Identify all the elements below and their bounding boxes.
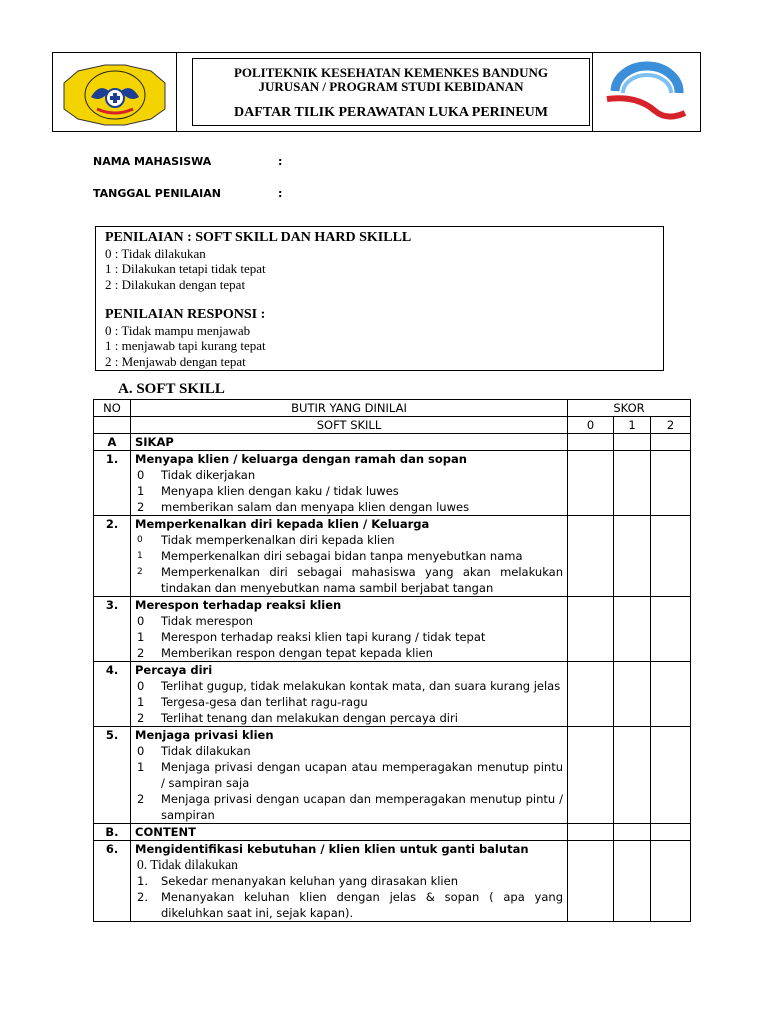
option-score: 2 — [137, 711, 145, 725]
option-score: 0 — [137, 744, 145, 758]
table-row — [94, 597, 691, 662]
skill-scoring-item: 0 : Tidak dilakukan — [105, 245, 206, 261]
score-cell[interactable] — [568, 824, 614, 841]
option-score: 0 — [137, 535, 143, 545]
score-cell[interactable] — [651, 662, 691, 727]
header-no: NO — [94, 400, 131, 417]
option-text: Tergesa-gesa dan terlihat ragu-ragu — [161, 695, 368, 709]
section-b-no: B. — [94, 824, 131, 841]
department-name: JURUSAN / PROGRAM STUDI KEBIDANAN — [258, 79, 524, 94]
table-row — [94, 516, 691, 597]
table-row — [94, 662, 691, 727]
table-row — [94, 841, 691, 922]
score-cell[interactable] — [568, 727, 614, 824]
section-a-label: SIKAP — [131, 434, 568, 451]
document-title: DAFTAR TILIK PERAWATAN LUKA PERINEUM — [234, 105, 548, 120]
option-text: 0. Tidak dilakukan — [137, 857, 238, 872]
table-row — [94, 451, 691, 516]
assessment-date-label: TANGGAL PENILAIAN — [93, 187, 221, 200]
checklist-table — [93, 399, 691, 922]
option-score: 2. — [137, 890, 148, 904]
document-header — [52, 52, 701, 132]
skill-scoring-item: 2 : Dilakukan dengan tepat — [105, 276, 246, 292]
score-cell[interactable] — [651, 516, 691, 597]
item-no: 1. — [94, 451, 131, 516]
item-no: 3. — [94, 597, 131, 662]
section-a-no: A — [94, 434, 131, 451]
option-text: Memperkenalkan diri sebagai bidan tanpa menyebutkan nama — [161, 549, 523, 563]
score-col-0: 0 — [568, 417, 614, 434]
score-cell[interactable] — [651, 727, 691, 824]
item-title: Mengidentifikasi kebutuhan / klien klien untuk ganti balutan — [135, 842, 529, 856]
score-cell[interactable] — [614, 824, 651, 841]
institution-name: POLITEKNIK KESEHATAN KEMENKES BANDUNG — [233, 65, 549, 80]
score-cell[interactable] — [651, 434, 691, 451]
score-cell[interactable] — [568, 597, 614, 662]
option-text: Menjaga privasi dengan ucapan dan memperagakan menutup pintu / sampiran — [161, 792, 563, 822]
score-cell[interactable] — [614, 841, 651, 922]
item-title: Percaya diri — [135, 663, 213, 677]
score-cell[interactable] — [651, 451, 691, 516]
option-text: Tidak memperkenalkan diri kepada klien — [161, 533, 395, 547]
score-cell[interactable] — [614, 451, 651, 516]
score-cell[interactable] — [651, 841, 691, 922]
option-text: Tidak dikerjakan — [161, 468, 256, 482]
score-cell[interactable] — [614, 727, 651, 824]
option-score: 0 — [137, 679, 145, 693]
score-cell[interactable] — [568, 451, 614, 516]
option-score: 0 — [137, 468, 145, 482]
score-col-1: 1 — [614, 417, 651, 434]
option-text: Menanyakan keluhan klien dengan jelas & sopan ( apa yang dikeluhkan saat ini, sejak kapan). — [161, 890, 563, 920]
option-text: Tidak merespon — [161, 614, 253, 628]
student-name-label: NAMA MAHASISWA — [93, 155, 212, 168]
option-score: 2 — [137, 500, 145, 514]
option-score: 0 — [137, 614, 145, 628]
score-cell[interactable] — [568, 434, 614, 451]
score-cell[interactable] — [568, 841, 614, 922]
item-no: 2. — [94, 516, 131, 597]
response-scoring-item: 2 : Menjawab dengan tepat — [105, 353, 246, 369]
student-name-colon: : — [278, 155, 283, 168]
option-score: 1 — [137, 484, 145, 498]
kemenkes-logo — [592, 53, 700, 131]
option-score: 1 — [137, 695, 145, 709]
option-score: 1 — [137, 630, 145, 644]
option-text: Sekedar menanyakan keluhan yang dirasakan klien — [161, 874, 458, 888]
option-score: 2 — [137, 567, 143, 577]
option-text: Tidak dilakukan — [161, 744, 251, 758]
section-a-heading: A. SOFT SKILL — [118, 381, 225, 397]
scoring-legend — [95, 226, 664, 371]
title-box — [192, 58, 590, 126]
item-no: 4. — [94, 662, 131, 727]
score-cell[interactable] — [651, 597, 691, 662]
skill-scoring-item: 1 : Dilakukan tetapi tidak tepat — [105, 261, 266, 276]
option-score: 1 — [137, 760, 145, 774]
option-text: Menyapa klien dengan kaku / tidak luwes — [161, 484, 399, 498]
item-title: Memperkenalkan diri kepada klien / Keluarga — [135, 517, 430, 531]
poltekkes-logo — [53, 53, 177, 131]
soft-skill-subheader: SOFT SKILL — [131, 417, 568, 434]
option-text: Merespon terhadap reaksi klien tapi kurang / tidak tepat — [161, 630, 486, 644]
item-title: Menjaga privasi klien — [135, 728, 274, 742]
option-score: 2 — [137, 646, 145, 660]
option-text: Memperkenalkan diri sebagai mahasiswa yang akan melakukan tindakan dan menyebutkan nama sambil berjabat tangan — [161, 565, 563, 595]
option-text: Menjaga privasi dengan ucapan atau memperagakan menutup pintu / sampiran saja — [161, 760, 563, 790]
score-cell[interactable] — [568, 662, 614, 727]
option-text: Terlihat tenang dan melakukan dengan percaya diri — [161, 711, 458, 725]
item-no: 6. — [94, 841, 131, 922]
response-scoring-item: 1 : menjawab tapi kurang tepat — [105, 338, 266, 353]
table-row — [94, 727, 691, 824]
response-scoring-item: 0 : Tidak mampu menjawab — [105, 322, 251, 338]
assessment-date-colon: : — [278, 187, 283, 200]
item-title: Menyapa klien / keluarga dengan ramah dan sopan — [135, 452, 467, 466]
header-item: BUTIR YANG DINILAI — [131, 400, 568, 417]
score-cell[interactable] — [614, 662, 651, 727]
option-text: Memberikan respon dengan tepat kepada klien — [161, 646, 433, 660]
section-b-label: CONTENT — [131, 824, 568, 841]
skill-scoring-title: PENILAIAN : SOFT SKILL DAN HARD SKILLL — [105, 230, 412, 245]
score-cell[interactable] — [614, 516, 651, 597]
score-cell[interactable] — [614, 434, 651, 451]
item-no: 5. — [94, 727, 131, 824]
score-col-2: 2 — [651, 417, 691, 434]
item-title: Merespon terhadap reaksi klien — [135, 598, 342, 612]
score-cell[interactable] — [651, 824, 691, 841]
option-text: memberikan salam dan menyapa klien dengan luwes — [161, 500, 470, 514]
option-score: 1. — [137, 874, 148, 888]
option-text: Terlihat gugup, tidak melakukan kontak mata, dan suara kurang jelas — [161, 679, 561, 693]
score-cell[interactable] — [614, 597, 651, 662]
option-score: 2 — [137, 792, 145, 806]
score-cell[interactable] — [568, 516, 614, 597]
response-scoring-title: PENILAIAN RESPONSI : — [105, 307, 266, 322]
option-score: 1 — [137, 551, 143, 561]
header-score: SKOR — [568, 400, 691, 417]
